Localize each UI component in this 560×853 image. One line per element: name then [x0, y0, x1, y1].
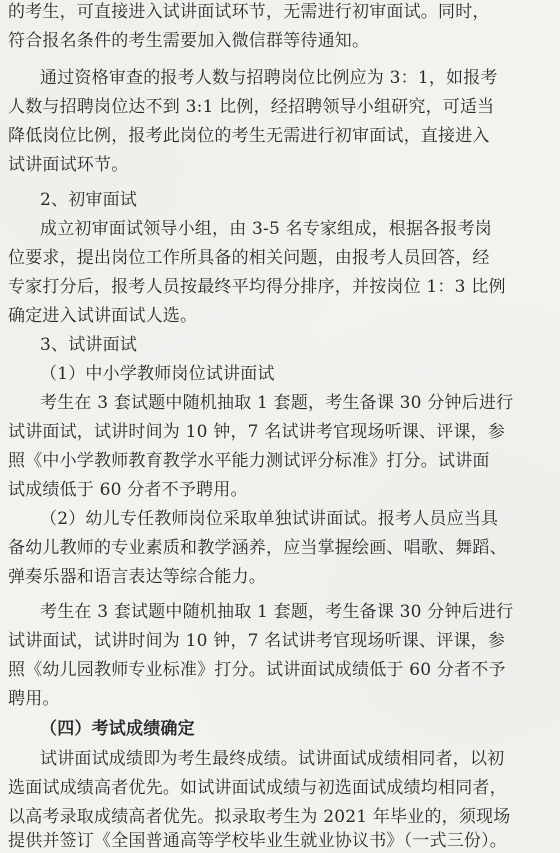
text-line: 试讲面试成绩即为考生最终成绩。试讲面试成绩相同者，以初: [40, 749, 505, 769]
text-line: 符合报名条件的考生需要加入微信群等待通知。: [8, 31, 370, 51]
text-line: 试讲面试环节。: [8, 155, 129, 175]
text-line: 位要求，提出岗位工作所具备的相关问题，由报考人员回答，经: [8, 248, 490, 268]
text-line: 人数与招聘岗位达不到 3:1 比例，经招聘领导小组研究，可适当: [8, 97, 495, 117]
subsection-heading: （1）中小学教师岗位试讲面试: [40, 364, 275, 384]
text-line: 照《幼儿园教师专业标准》打分。试讲面试成绩低于 60 分者不予: [8, 660, 506, 680]
text-line: 聘用。: [8, 689, 60, 709]
text-line: 专家打分后，报考人员按最终平均得分排序，并按岗位 1：3 比例: [8, 277, 506, 297]
text-line: 试成绩低于 60 分者不予聘用。: [8, 480, 248, 500]
text-line: 成立初审面试领导小组，由 3-5 名专家组成，根据各报考岗: [40, 219, 492, 239]
text-line: 弹奏乐器和语言表达等综合能力。: [8, 567, 266, 587]
text-line: 试讲面试，试讲时间为 10 钟，7 名试讲考官现场听课、评课，参: [8, 422, 506, 442]
subsection-heading: （2）幼儿专任教师岗位采取单独试讲面试。报考人员应当具: [40, 509, 499, 529]
text-line: 降低岗位比例，报考此岗位的考生无需进行初审面试，直接进入: [8, 126, 490, 146]
text-line: 考生在 3 套试题中随机抽取 1 套题，考生备课 30 分钟后进行: [40, 602, 514, 622]
bold-section-heading: （四）考试成绩确定: [40, 719, 195, 739]
text-line: 的考生，可直接进入试讲面试环节，无需进行初审面试。同时，: [8, 2, 490, 22]
text-line: 确定进入试讲面试人选。: [8, 306, 198, 326]
section-heading: 3、试讲面试: [40, 335, 138, 355]
text-line: 通过资格审查的报考人数与招聘岗位比例应为 3：1，如报考: [40, 68, 498, 88]
text-line: 考生在 3 套试题中随机抽取 1 套题，考生备课 30 分钟后进行: [40, 393, 514, 413]
text-line: 备幼儿教师的专业素质和教学涵养，应当掌握绘画、唱歌、舞蹈、: [8, 538, 507, 558]
text-line: 照《中小学教师教育教学水平能力测试评分标准》打分。试讲面: [8, 451, 490, 471]
text-line: 提供并签订《全国普通高等学校毕业生就业协议书》（一式三份）。: [8, 831, 507, 851]
text-line: 选面试成绩高者优先。如试讲面试成绩与初选面试成绩均相同者，: [8, 778, 507, 798]
section-heading: 2、初审面试: [40, 190, 138, 210]
text-line: 试讲面试，试讲时间为 10 钟，7 名试讲考官现场听课、评课，参: [8, 631, 506, 651]
text-line: 以高考录取成绩高者优先。拟录取考生为 2021 年毕业的，须现场: [8, 807, 511, 827]
